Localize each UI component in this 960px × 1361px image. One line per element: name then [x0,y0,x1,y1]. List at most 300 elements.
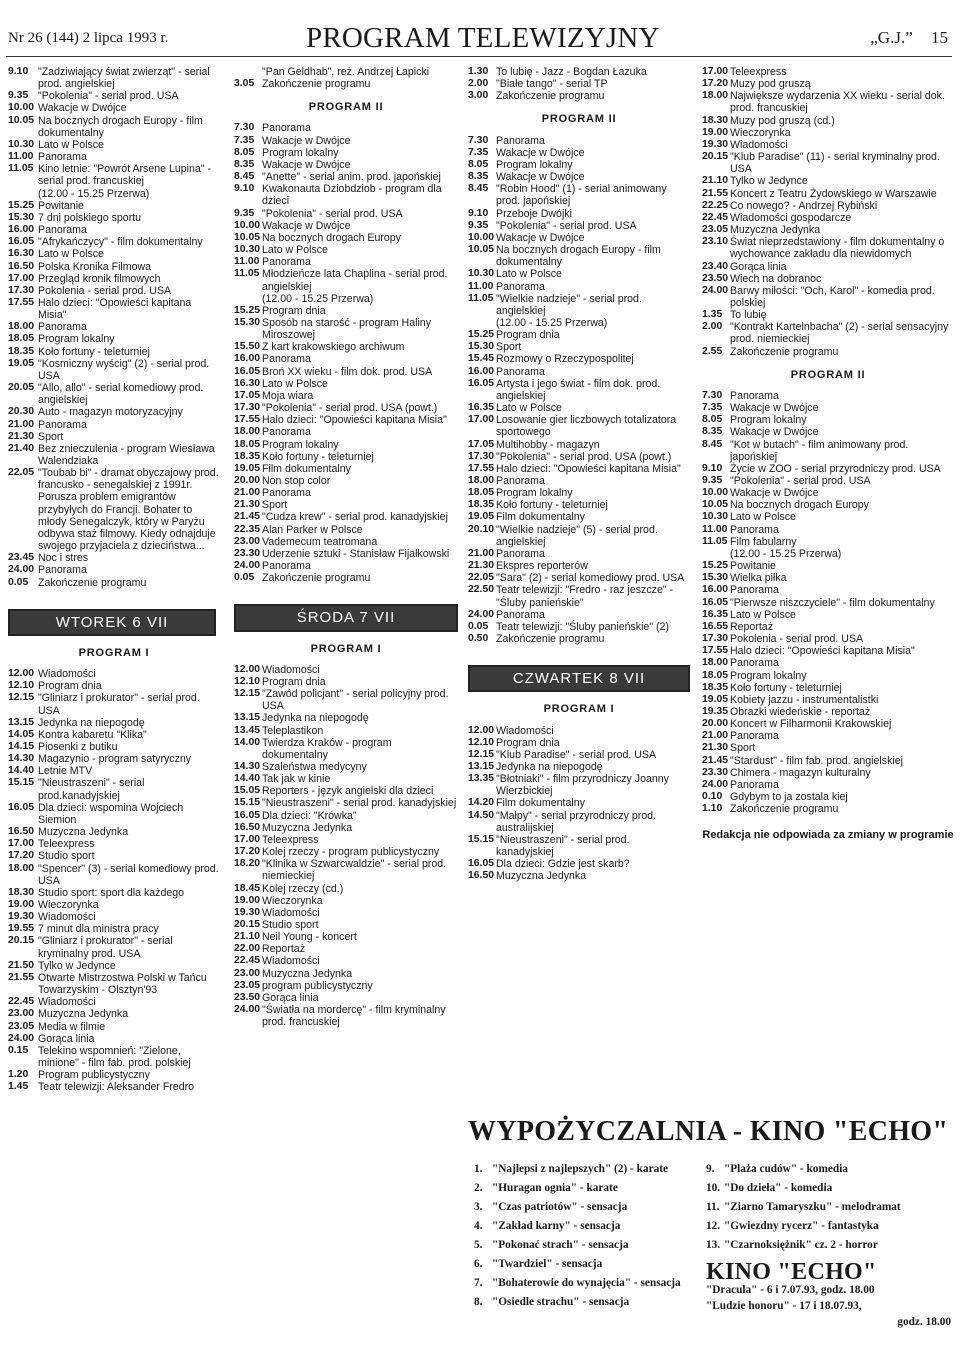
editorial-note: Redakcja nie odpowiada za zmiany w programie [702,829,954,842]
entry-title: Twierdza Kraków - program dokumentalny [262,736,392,761]
schedule-entry [468,366,690,378]
film-title: "Osiedle strachu" - sensacja [492,1296,630,1308]
entry-title: Koło fortuny - teleturniej [496,499,608,512]
entry-title: Kobiety jazzu - instrumentalistki [730,693,879,706]
entry-title: Sport [496,341,522,354]
schedule-entry [234,919,458,931]
entry-time: 7.30 [234,122,255,134]
entry-time: 24.00 [8,1032,35,1044]
film-item [706,1236,951,1255]
entry-time: 8.45 [468,183,489,195]
entry-title: Studio sport [38,850,95,863]
schedule-entry [234,475,458,487]
entry-time: 16.05 [702,596,729,608]
entry-title: "Pokolenia" - serial prod. USA [496,219,637,232]
entry-title: Polska Kronika Filmowa [38,260,152,273]
entry-title: Panorama [262,426,311,439]
entry-title: Program lokalny [262,146,339,159]
entry-title: Tylko w Jedynce [730,175,808,188]
entry-title: Losowanie gier liczbowych totalizatora sportowego [496,414,677,439]
schedule-entry [234,147,458,159]
entry-title: Program lokalny [496,158,573,171]
program-heading: PROGRAM II [308,101,384,114]
entry-title: Sposób na starość - program Haliny Miroszowej [262,316,431,342]
schedule-entry [8,668,220,680]
entry-time: 14.20 [468,797,495,809]
entry-time: 10.00 [234,219,261,231]
schedule-entry [468,90,690,102]
entry-time: 17.55 [702,645,729,657]
entry-title: Moja wiara [262,389,314,402]
entry-title: "Pokolenia" - serial prod. USA [38,90,179,103]
entry-title: Teleexpress [262,833,319,846]
entry-title: Co nowego? - Andrzej Rybiński [730,199,878,212]
entry-time: 24.00 [8,564,35,576]
entry-title: Panorama [496,365,545,378]
entry-time: 21.30 [468,560,495,572]
list-wednesday-p2 [468,135,690,646]
column-1 [8,66,220,1094]
schedule-entry [702,236,954,260]
entry-title: To lubię - Jazz - Bogdan Łazuka [496,66,647,78]
entry-title: Zakończenie programu [38,576,147,589]
schedule-entry [702,499,954,511]
schedule-entry [468,584,690,608]
entry-title: Kolej rzeczy - program publicystyczny [262,846,440,859]
entry-time: 0.50 [468,633,489,645]
film-number: 2. [474,1182,483,1194]
entry-time: 14.05 [8,728,35,740]
entry-time: 15.30 [234,316,261,328]
schedule-entry [234,135,458,147]
entry-title: Lato w Polsce [496,268,562,281]
schedule-entry [468,244,690,268]
entry-time: 15.15 [468,833,495,845]
schedule-entry [468,621,690,633]
entry-title: Zakończenie programu [496,633,605,646]
schedule-entry [234,1004,458,1028]
film-item [706,1160,951,1179]
entry-time: 24.00 [234,560,261,572]
entry-time: 11.00 [234,256,260,268]
day-banner-tuesday: WTOREK 6 VII [8,609,216,636]
film-list-right [706,1160,951,1330]
schedule-entry [468,147,690,159]
schedule-entry [702,645,954,657]
entry-time: 19.05 [8,357,35,369]
entry-time: 20.00 [702,718,729,730]
entry-time: 12.15 [234,688,261,700]
entry-title: Koncert w Filharmonii Krakowskiej [730,718,892,731]
entry-time: 21.30 [702,742,729,754]
entry-time: 9.35 [702,475,723,486]
entry-time: 10.05 [234,231,261,243]
entry-time: 22.45 [8,996,35,1008]
schedule-entry [234,171,458,183]
entry-time: 12.15 [8,692,35,704]
schedule-entry [468,633,690,645]
entry-time: 21.30 [8,430,35,442]
schedule-entry [468,870,690,882]
entry-time: 16.00 [8,224,35,236]
schedule-entry [8,261,220,273]
entry-time: 10.30 [234,244,261,256]
schedule-entry [702,487,954,499]
entry-time: 9.10 [234,183,255,195]
entry-title: Wielka piłka [730,572,787,585]
entry-time: 11.05 [468,292,494,304]
schedule-entry [702,188,954,200]
entry-title: Jedynka na niepogodę [496,760,603,773]
entry-time: 23.30 [702,766,729,778]
schedule-entry [468,725,690,737]
entry-time: 21.55 [8,971,35,983]
entry-title: "Gliniarz i prokurator" - serial prod. USA [38,692,200,717]
entry-time: 21.00 [234,487,261,499]
schedule-entry [234,858,458,882]
schedule-entry [234,341,458,353]
entry-title: Panorama [496,475,545,487]
entry-time: 17.00 [234,833,261,845]
entry-title: Pokolenia - serial prod. USA [730,633,864,646]
entry-title: Wiadomości [262,663,320,676]
entry-title: (12.00 - 15.25 Przerwa) [730,547,842,560]
entry-time: 23.40 [702,260,729,272]
entry-title: Lato w Polsce [38,138,104,151]
entry-title: Broń XX wieku - film dok. prod. USA [262,365,433,378]
schedule-entry [8,321,220,333]
entry-time: 24.00 [702,284,729,296]
entry-title: Wakacje w Dwójce [496,146,585,159]
entry-time: 9.10 [468,207,489,219]
entry-time: 16.35 [702,608,729,620]
schedule-entry [702,511,954,523]
day-banner-thursday: CZWARTEK 8 VII [468,665,690,692]
schedule-entry [8,826,220,838]
film-title: "Gwiezdny rycerz" - fantastyka [724,1220,879,1232]
entry-time: 12.10 [8,680,35,692]
entry-title: "Kosmiczny wyścig" (2) - serial prod. USA [38,357,210,382]
schedule-entry [468,439,690,451]
schedule-entry [468,524,690,548]
entry-title: Studio sport: sport dla każdego [38,886,185,899]
entry-time: 8.05 [702,414,723,426]
schedule-entry [8,151,220,163]
entry-time: 12.00 [234,663,261,675]
schedule-entry [234,317,458,341]
entry-time: 20.10 [468,523,495,535]
entry-title: Program dnia [496,736,560,749]
entry-title: Przeboje Dwójki [496,207,572,220]
schedule-entry [8,887,220,899]
entry-title: Wiadomości [262,955,320,968]
entry-time: 22.50 [468,584,495,596]
program-heading: PROGRAM II [541,113,617,126]
schedule-entry [468,208,690,220]
film-list-right-items [706,1160,951,1255]
entry-time: 17.05 [234,389,261,401]
entry-time: 10.05 [468,244,495,256]
schedule-entry [702,597,954,609]
entry-title: Panorama [496,134,545,147]
schedule-entry [468,548,690,560]
entry-title: Dla dzieci: Gdzie jest skarb? [496,858,630,871]
entry-time: 18.45 [234,882,261,894]
entry-title: Teleexpress [730,66,787,78]
entry-time: 8.35 [702,426,723,438]
entry-title: Lato w Polsce [496,402,562,415]
film-list-left [474,1160,696,1312]
entry-time: 22.45 [702,211,729,223]
entry-title: Wiadomości gospodarcze [730,211,852,224]
entry-time: 16.00 [468,365,495,377]
entry-title: Teleplastikon [262,724,324,737]
schedule-entry [702,66,954,78]
entry-time: 11.00 [468,280,494,292]
schedule-entry [8,717,220,729]
entry-title: Piosenki z butiku [38,740,118,753]
schedule-entry [468,810,690,834]
film-title: "Czas patriotów" - sensacja [492,1201,628,1213]
entry-title: Panorama [38,321,87,334]
entry-time: 11.05 [702,535,728,547]
entry-title: Powitanie [38,199,84,212]
film-item [474,1274,696,1293]
entry-time: 13.15 [468,760,495,772]
schedule-entry [234,366,458,378]
schedule-entry [468,353,690,365]
schedule-entry [234,810,458,822]
schedule-entry [8,972,220,996]
entry-time: 18.00 [702,657,729,669]
entry-title: Gorąca linia [262,991,319,1004]
schedule-entry [468,511,690,523]
entry-time: 23.50 [234,991,261,1003]
entry-title: Dla dzieci: wspomina Wojciech Siemion [38,801,184,826]
entry-time: 10.30 [468,268,495,280]
schedule-entry [702,767,954,779]
schedule-entry [8,273,220,285]
entry-title: Jedynka na niepogodę [262,712,369,725]
entry-title: Wakacje w Dwójce [496,171,585,184]
entry-time: 9.35 [8,90,29,102]
show-line: "Dracula" - 6 i 7.07.93, godz. 18.00 [706,1284,875,1296]
entry-time: 8.35 [234,158,255,170]
entry-title: "Pokolenia" - serial prod. USA (powt.) [262,402,438,415]
entry-time: 14.40 [8,765,35,777]
schedule-entry [234,524,458,536]
film-item [706,1179,951,1198]
film-title: "Plaża cudów" - komedia [724,1163,848,1175]
schedule-entry [234,451,458,463]
entry-title: "Stardust" - film fab. prod. angielskiej [730,754,903,767]
entry-time: 23.30 [234,547,261,559]
entry-title: Muzyczna Jedynka [730,224,821,237]
entry-time: 12.00 [8,668,35,680]
entry-time: 20.05 [8,382,35,394]
entry-time: 0.15 [8,1044,29,1056]
entry-title: Panorama [730,778,779,791]
schedule-entry [468,834,690,858]
entry-title: Lato w Polsce [38,248,104,261]
schedule-entry [8,1069,220,1081]
entry-time: 1.30 [468,66,489,77]
list-tuesday-p1 [8,668,220,1093]
schedule-entry [8,863,220,887]
entry-time: 15.30 [8,211,35,223]
entry-time: 8.05 [468,158,489,170]
entry-time: 16.30 [8,248,35,260]
entry-title: To lubię [730,309,767,322]
schedule-entry [234,560,458,572]
entry-title: Program lokalny [730,669,807,682]
schedule-entry [234,378,458,390]
entry-time: 14.30 [8,753,35,765]
schedule-entry [468,135,690,147]
schedule-entry [702,273,954,285]
schedule-entry [234,402,458,414]
entry-title: Zakończenie programu [730,345,839,358]
film-number: 6. [474,1258,483,1270]
entry-time: 7.35 [702,402,723,414]
entry-title: Kontra kabaretu "Klika" [38,728,147,741]
schedule-entry [468,66,690,78]
entry-time: 11.00 [8,151,34,163]
entry-title: Sport [262,499,288,512]
entry-time: 20.15 [702,151,729,163]
program-heading: PROGRAM I [543,703,615,716]
entry-time: 22.00 [234,943,261,955]
schedule-entry [234,676,458,688]
schedule-entry [702,633,954,645]
entry-time: 19.35 [702,705,729,717]
schedule-entry [702,261,954,273]
film-number: 8. [474,1296,483,1308]
entry-time: 0.05 [234,572,255,584]
schedule-entry [468,773,690,797]
entry-time: 16.05 [468,858,495,870]
list-tuesday-p2 [234,122,458,584]
entry-time: 24.00 [702,778,729,790]
entry-time: 17.55 [234,414,261,426]
schedule-entry [702,536,954,548]
schedule-entry [8,406,220,418]
film-item [474,1179,696,1198]
entry-time: 18.00 [234,426,261,438]
entry-title: Wiadomości [262,906,320,919]
schedule-entry [234,208,458,220]
entry-title: Jedynka na niepogodę [38,716,145,729]
entry-time: 19.00 [234,894,261,906]
entry-time: 12.10 [468,736,495,748]
entry-time: 7.35 [234,134,255,146]
entry-title: Na bocznych drogach Europy - film dokumentalny [496,244,661,269]
list-thursday-p1-end [702,66,954,358]
schedule-entry [702,127,954,139]
entry-time: 20.30 [8,406,35,418]
entry-title: Wakacje w Dwójce [262,134,351,147]
entry-title: Muzy pod gruszą [730,78,811,91]
entry-title: "Wielkie nadzieje" (5) - serial prod. angielskiej [496,523,658,548]
entry-time: 14.50 [468,809,495,821]
schedule-entry [8,850,220,862]
entry-title: Program dnia [262,304,326,317]
entry-title: Film dokumentalny [496,797,585,810]
page-title: PROGRAM TELEWIZYJNY [306,22,660,54]
list-tuesday-p1-end [234,66,458,90]
entry-title: Program dnia [262,675,326,688]
entry-title: Alan Parker w Polsce [262,523,363,536]
entry-time: 18.00 [468,475,495,486]
schedule-entry [234,572,458,584]
entry-time: 9.10 [702,462,723,474]
schedule-entry [234,536,458,548]
entry-title: 7 minut dla ministra pracy [38,923,159,936]
entry-time: 11.05 [234,268,260,280]
entry-title: Panorama [496,547,545,560]
schedule-entry [234,390,458,402]
entry-title: Wakacje w Dwójce [496,231,585,244]
entry-time: 10.05 [8,114,35,126]
schedule-entry [234,773,458,785]
schedule-entry [468,499,690,511]
issue-number: Nr 26 (144) 2 lipca 1993 r. [8,30,169,46]
schedule-entry [8,346,220,358]
entry-title: "Pan Geldhab", reż. Andrzej Łapicki [262,66,430,78]
entry-time: 15.25 [234,304,261,316]
schedule-entry [8,729,220,741]
entry-time: 16.00 [234,353,261,365]
entry-time: 7.30 [702,389,723,401]
entry-title: Studio sport [262,919,319,931]
schedule-entry [234,931,458,943]
schedule-entry [8,777,220,801]
entry-time: 7.30 [468,134,489,146]
entry-time: 22.35 [234,523,261,535]
entry-title: Non stop color [262,475,331,487]
schedule-entry [234,305,458,317]
list-wednesday-p1-end [468,66,690,102]
entry-time: 23.45 [8,552,35,564]
entry-time: 14.30 [234,760,261,772]
entry-title: Gorąca linia [38,1032,95,1045]
entry-title: "Nieustraszeni" - serial prod. kanadyjskiej [262,797,457,810]
schedule-entry [234,761,458,773]
entry-title: Pokolenia - serial prod. USA [38,284,172,297]
entry-time: 17.30 [8,284,35,296]
entry-title: Reporters - język angielski dla dzieci [262,785,434,798]
entry-title: Panorama [262,560,311,573]
schedule-entry [234,737,458,761]
entry-time: 17.20 [8,850,35,862]
schedule-entry [8,200,220,212]
entry-title: Program dnia [496,329,560,342]
entry-title: Lato w Polsce [262,244,328,257]
entry-title: Panorama [730,657,779,670]
schedule-entry [8,802,220,826]
schedule-entry [468,232,690,244]
entry-title: Koło fortuny - teleturniej [38,345,150,358]
entry-time: 18.00 [8,321,35,333]
entry-time: 17.20 [234,846,261,858]
entry-time: 23.05 [702,224,729,236]
entry-title: Artysta i jego świat - film dok. prod. angielskiej [496,377,661,402]
entry-title: (12.00 - 15.25 Przerwa) [262,292,374,305]
schedule-entry [234,220,458,232]
schedule-entry [8,1045,220,1069]
entry-time: 22.45 [234,955,261,967]
entry-time: 13.15 [8,716,35,728]
